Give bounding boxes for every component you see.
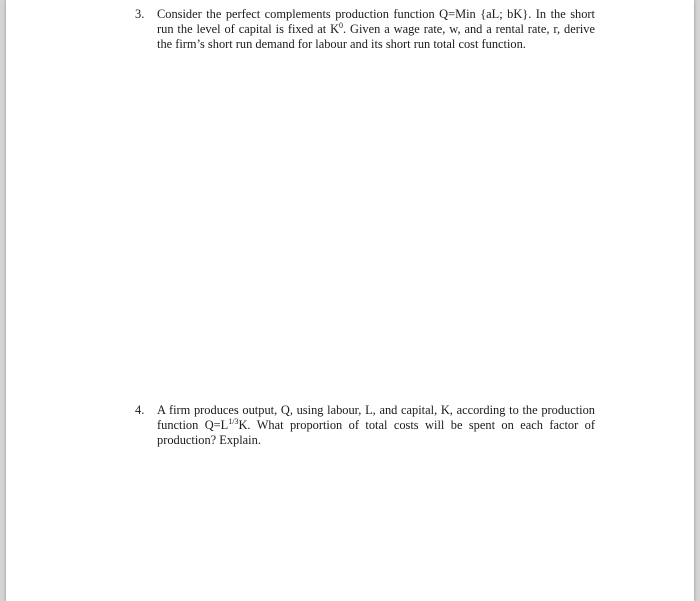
question-3-text-part-1: Consider the perfect complements production function Q=Min {aL; bK}. In the short run the level of capital is fixed at K (157, 7, 595, 37)
question-4-number: 4. (135, 403, 145, 417)
question-4-text (157, 403, 595, 449)
question-4-text-part-1: A firm produces output, Q, using labour, L, and capital, K, according to the production function Q=L (157, 403, 595, 433)
question-3 (135, 7, 595, 53)
question-3-superscript: 0 (339, 21, 344, 31)
question-4-superscript: 1/3 (228, 417, 239, 427)
question-3-number: 3. (135, 7, 145, 21)
document-page (6, 0, 694, 601)
question-3-text-part-2: . Given a wage rate, w, and a rental rate, r, derive the firm’s short run demand for labour and its short run total cost function. (157, 22, 595, 52)
question-4-text-part-2: K. What proportion of total costs will be spent on each factor of production? Explain. (157, 418, 595, 448)
question-4 (135, 403, 595, 449)
question-3-text (157, 7, 595, 53)
